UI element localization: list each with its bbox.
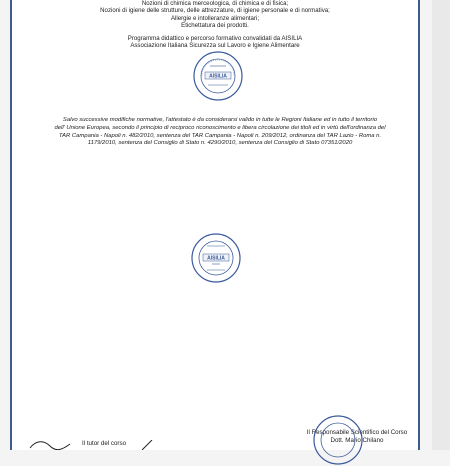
- aisilia-seal-stamp: [192, 50, 244, 102]
- syllabus-line: Allergie e intolleranze alimentari;: [170, 14, 260, 22]
- legal-notice: [40, 117, 400, 148]
- program-line-2: Associazione Italiana Sicurezza sul Lavoro e Igiene Alimentare: [130, 42, 300, 50]
- aisilia-seal-stamp-center: [190, 232, 242, 284]
- notice-line: 1179/2010, sentenza del Consiglio di Stato n. 4290/2010, sentenza del Consiglio di Stato 07351/2020: [87, 140, 353, 147]
- program-line-1: Programma didattico e percorso formativo convalidati da AISILIA: [127, 35, 303, 42]
- notice-line: Salvo successive modifiche normative, l'attestato è da considerarsi valido in tutte le Regioni Italiane ed in tutto il territorio: [62, 117, 378, 123]
- tutor-signature-mark: [140, 440, 154, 450]
- course-syllabus: [12, 0, 418, 30]
- responsible-name: Dott. Mario Chilano: [330, 437, 384, 444]
- syllabus-line: Etichettatura dei prodotti.: [181, 22, 249, 30]
- svg-text:AISILIA: AISILIA: [209, 73, 227, 80]
- svg-text:AISILIA: AISILIA: [207, 255, 225, 262]
- notice-line: TAR Campania - Napoli n. 482/2010, sentenza del TAR Campania - Napoli n. 209/2012, ordinanza del TAR Lazio - Roma n.: [58, 132, 382, 139]
- notice-line: dell' Unione Europea, secondo il principio di reciproco riconoscimento e libera circolazione dei titoli ed in virtù dell'ordinanza del: [54, 124, 386, 131]
- tutor-signature-block: [82, 440, 126, 448]
- syllabus-line: Nozioni di igiene delle strutture, delle attrezzature, di igiene personale e di normativa;: [100, 7, 330, 15]
- scroll-gutter: [432, 0, 450, 450]
- certificate-page: [10, 0, 420, 450]
- syllabus-line: Nozioni di chimica merceologica, di chimica e di fisica;: [141, 0, 289, 7]
- program-validation: [12, 35, 418, 50]
- tutor-signature-scribble: [28, 436, 72, 450]
- tutor-label: Il tutor del corso: [82, 440, 127, 447]
- aisilia-seal-stamp-bottom: [312, 414, 364, 466]
- responsible-label: Il Responsabile Scientifico del Corso: [306, 429, 408, 436]
